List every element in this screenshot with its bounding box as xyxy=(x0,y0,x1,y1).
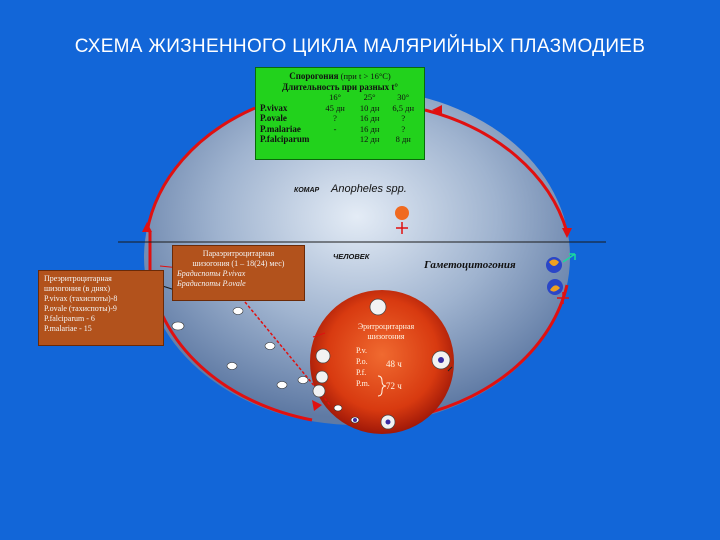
human-label: ЧЕЛОВЕК xyxy=(333,252,370,261)
value-cell: ? xyxy=(401,113,406,123)
page-title: СХЕМА ЖИЗНЕННОГО ЦИКЛА МАЛЯРИЙНЫХ ПЛАЗМОДИЕВ xyxy=(74,36,646,57)
erythrocytic-title xyxy=(336,322,436,342)
sporogony-box xyxy=(255,67,425,160)
value-cell: 16 дн xyxy=(359,123,380,134)
ery-species: P.f. xyxy=(356,368,367,377)
species-cell: P.ovale xyxy=(260,113,287,123)
erythrocyte-icon xyxy=(316,349,330,363)
value-cell: 6,5 дн xyxy=(392,102,415,113)
sporogony-heading-note: (при t > 16°С) xyxy=(340,71,391,81)
gametocytogony-label: Гаметоцитогония xyxy=(424,259,516,271)
pre-line: Преэритроцитарная xyxy=(44,274,112,283)
erythrocytic-species-list xyxy=(356,345,370,389)
parasite-icon xyxy=(353,418,357,422)
pre-line: P.falciparum - 6 xyxy=(44,314,95,323)
duration-72h: 72 ч xyxy=(386,381,402,391)
sporogony-row xyxy=(260,124,420,135)
value-cell: 10 дн xyxy=(359,102,380,113)
sporogony-row xyxy=(260,134,420,145)
sporogony-heading: Спорогония xyxy=(289,71,339,81)
species-cell: P.malariae xyxy=(260,123,301,134)
value-cell: 12 дн xyxy=(359,134,380,144)
cell-icon xyxy=(277,382,287,389)
species-cell: P.falciparum xyxy=(260,134,310,144)
para-line: Параэритроцитарная xyxy=(202,249,275,258)
erythrocyte-icon xyxy=(370,299,386,315)
sporogony-row xyxy=(260,103,420,114)
temp-30: 30° xyxy=(397,92,410,102)
ery-line: шизогония xyxy=(367,332,405,341)
parasite-icon xyxy=(386,420,391,425)
preerythrocytic-box xyxy=(38,270,164,346)
pre-line: P.malariae - 15 xyxy=(44,324,92,333)
para-line: Брадиспоты P.vivax xyxy=(177,269,246,278)
para-line: Брадиспоты P.ovale xyxy=(177,279,246,288)
mosquito-label-prefix: КОМАР xyxy=(294,187,320,194)
cell-icon xyxy=(334,405,342,411)
mosquito-label-species: Anopheles spp. xyxy=(331,183,407,195)
pre-line: P.ovale (тахиспоты)-9 xyxy=(44,304,117,313)
ery-species: P.o. xyxy=(356,357,368,366)
parasite-icon xyxy=(438,357,444,363)
cell-icon xyxy=(227,363,237,370)
ery-species: P.m. xyxy=(356,379,370,388)
cell-icon xyxy=(233,308,243,315)
ery-line: Эритроцитарная xyxy=(357,322,415,331)
value-cell xyxy=(317,134,353,145)
value-cell: ? xyxy=(401,123,406,134)
temp-25: 25° xyxy=(363,92,376,102)
cell-icon xyxy=(298,377,308,384)
erythrocyte-icon xyxy=(313,385,325,397)
cell-icon xyxy=(172,322,184,330)
female-gametocyte-icon xyxy=(395,206,409,220)
cell-icon xyxy=(265,343,275,350)
erythrocyte-icon xyxy=(316,371,328,383)
species-cell: P.vivax xyxy=(260,102,288,113)
sporogony-duration-label: Длительность при разных t° xyxy=(281,81,399,92)
value-cell: 45 дн xyxy=(325,102,345,113)
temp-16: 16° xyxy=(329,92,342,102)
duration-48h: 48 ч xyxy=(386,359,402,369)
sporogony-row xyxy=(260,113,420,124)
value-cell: 16 дн xyxy=(359,113,380,123)
value-cell: ? xyxy=(333,113,337,123)
pre-line: шизогония (в днях) xyxy=(44,284,111,293)
para-line: шизогония (1 – 18(24) мес) xyxy=(192,259,285,268)
value-cell: 8 дн xyxy=(395,134,411,144)
pre-line: P.vivax (тахиспоты)-8 xyxy=(44,294,118,303)
sporogony-temp-row xyxy=(260,92,420,103)
paraerythrocytic-box xyxy=(172,245,305,301)
value-cell: - xyxy=(333,123,337,134)
ery-species: P.v. xyxy=(356,346,368,355)
